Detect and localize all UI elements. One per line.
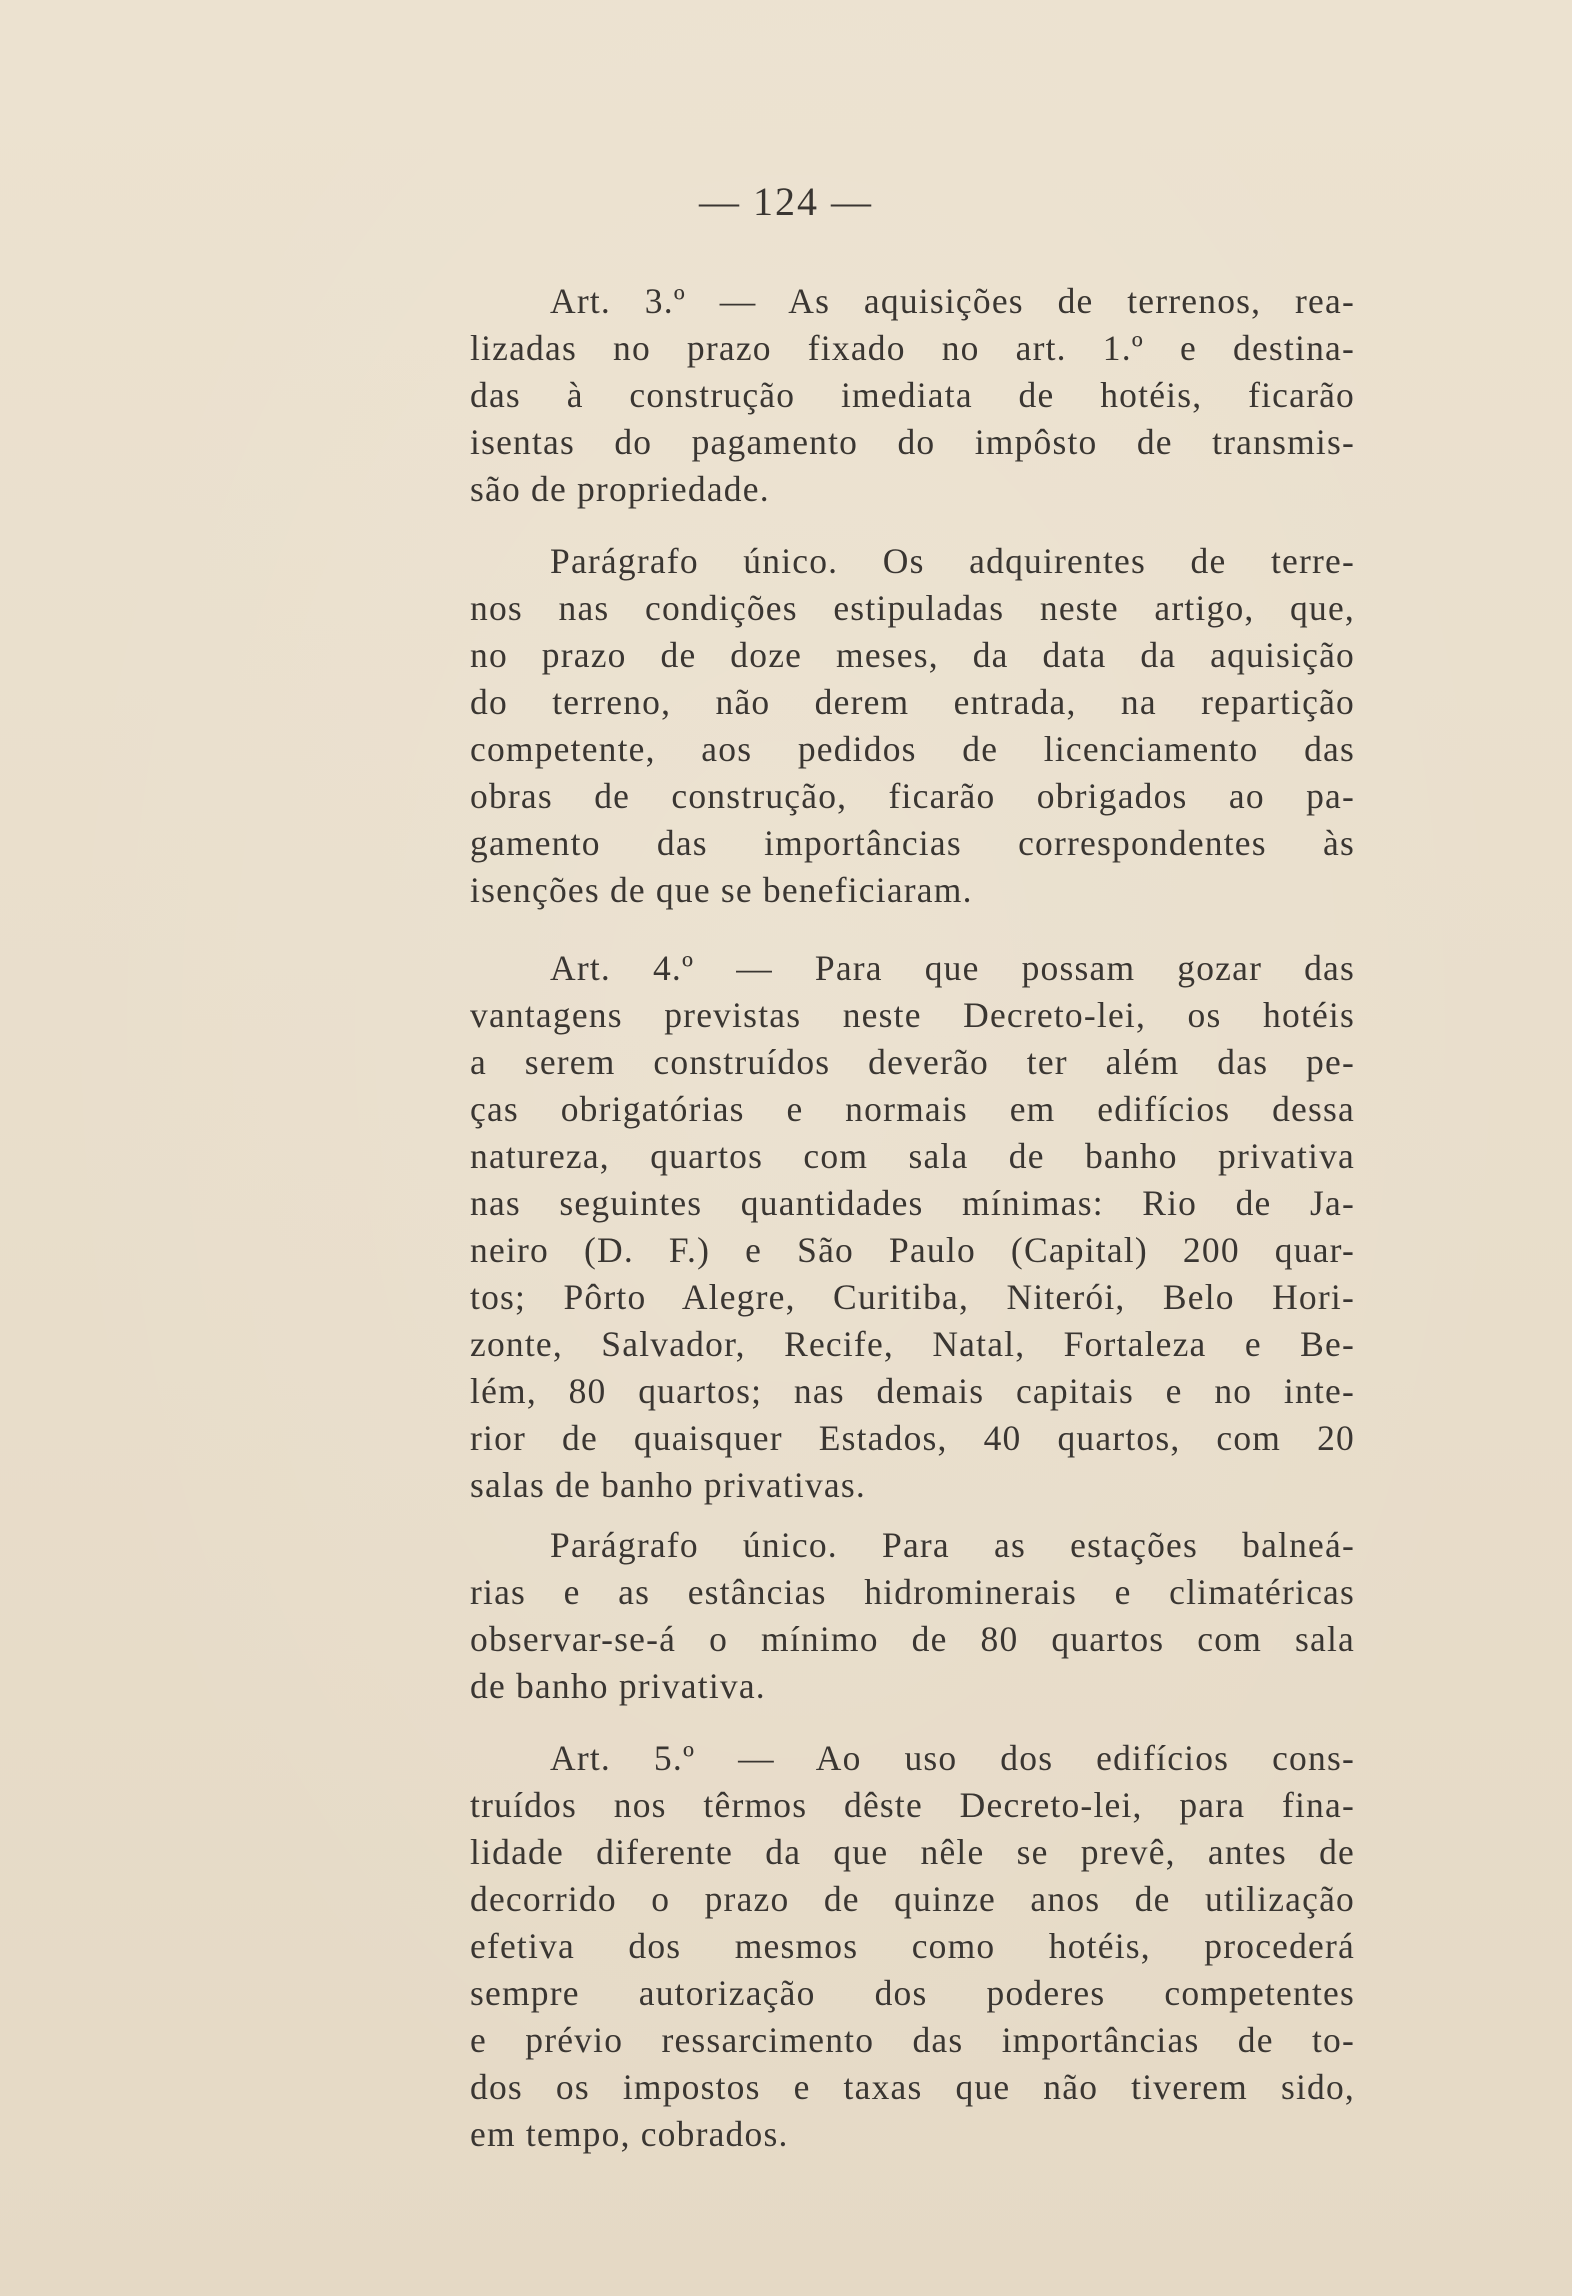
text-line: são de propriedade. (470, 469, 770, 509)
text-line: lidade diferente da que nêle se prevê, antes de (470, 1832, 1355, 1872)
text-line: em tempo, cobrados. (470, 2114, 789, 2154)
text-line: observar-se-á o mínimo de 80 quartos com sala (470, 1619, 1355, 1659)
text-line: rias e as estâncias hidrominerais e climatéricas (470, 1572, 1355, 1612)
text-line: de banho privativa. (470, 1666, 766, 1706)
text-line: Art. 4.º — Para que possam gozar das (550, 948, 1355, 988)
text-line: ças obrigatórias e normais em edifícios dessa (470, 1089, 1355, 1129)
text-line: rior de quaisquer Estados, 40 quartos, com 20 (470, 1418, 1355, 1458)
text-line: zonte, Salvador, Recife, Natal, Fortaleza e Be- (470, 1324, 1355, 1364)
text-line: obras de construção, ficarão obrigados ao pa- (470, 776, 1355, 816)
text-line: tos; Pôrto Alegre, Curitiba, Niterói, Belo Hori- (470, 1277, 1355, 1317)
text-line: salas de banho privativas. (470, 1465, 866, 1505)
article-3-paragraph (470, 278, 1355, 513)
text-line: gamento das importâncias correspondentes às (470, 823, 1355, 863)
text-line: natureza, quartos com sala de banho privativa (470, 1136, 1355, 1176)
text-line: neiro (D. F.) e São Paulo (Capital) 200 quar- (470, 1230, 1355, 1270)
text-line: dos os impostos e taxas que não tiverem sido, (470, 2067, 1355, 2107)
text-line: nas seguintes quantidades mínimas: Rio de Ja- (470, 1183, 1355, 1223)
text-line: isentas do pagamento do impôsto de transmis- (470, 422, 1355, 462)
text-line: do terreno, não derem entrada, na repartição (470, 682, 1355, 722)
text-line: efetiva dos mesmos como hotéis, procederá (470, 1926, 1355, 1966)
article-4-sole-paragraph (470, 1522, 1355, 1710)
text-line: vantagens previstas neste Decreto-lei, os hotéis (470, 995, 1355, 1035)
page-number: — 124 — (699, 179, 873, 224)
text-line: nos nas condições estipuladas neste artigo, que, (470, 588, 1355, 628)
text-line: lizadas no prazo fixado no art. 1.º e destina- (470, 328, 1355, 368)
text-line: competente, aos pedidos de licenciamento das (470, 729, 1355, 769)
text-line: a serem construídos deverão ter além das pe- (470, 1042, 1355, 1082)
text-line: das à construção imediata de hotéis, ficarão (470, 375, 1355, 415)
text-line: truídos nos têrmos dêste Decreto-lei, para fina- (470, 1785, 1355, 1825)
text-line: isenções de que se beneficiaram. (470, 870, 973, 910)
text-line: Parágrafo único. Para as estações balneá- (550, 1525, 1355, 1565)
text-line: Art. 3.º — As aquisições de terrenos, rea- (550, 281, 1355, 321)
article-4-paragraph (470, 945, 1355, 1509)
text-line: decorrido o prazo de quinze anos de utilização (470, 1879, 1355, 1919)
text-line: no prazo de doze meses, da data da aquisição (470, 635, 1355, 675)
text-line: Art. 5.º — Ao uso dos edifícios cons- (550, 1738, 1355, 1778)
article-5-paragraph (470, 1735, 1355, 2158)
text-line: e prévio ressarcimento das importâncias de to- (470, 2020, 1355, 2060)
article-3-sole-paragraph (470, 538, 1355, 914)
text-line: lém, 80 quartos; nas demais capitais e no inte- (470, 1371, 1355, 1411)
text-line: Parágrafo único. Os adquirentes de terre- (550, 541, 1355, 581)
text-line: sempre autorização dos poderes competentes (470, 1973, 1355, 2013)
